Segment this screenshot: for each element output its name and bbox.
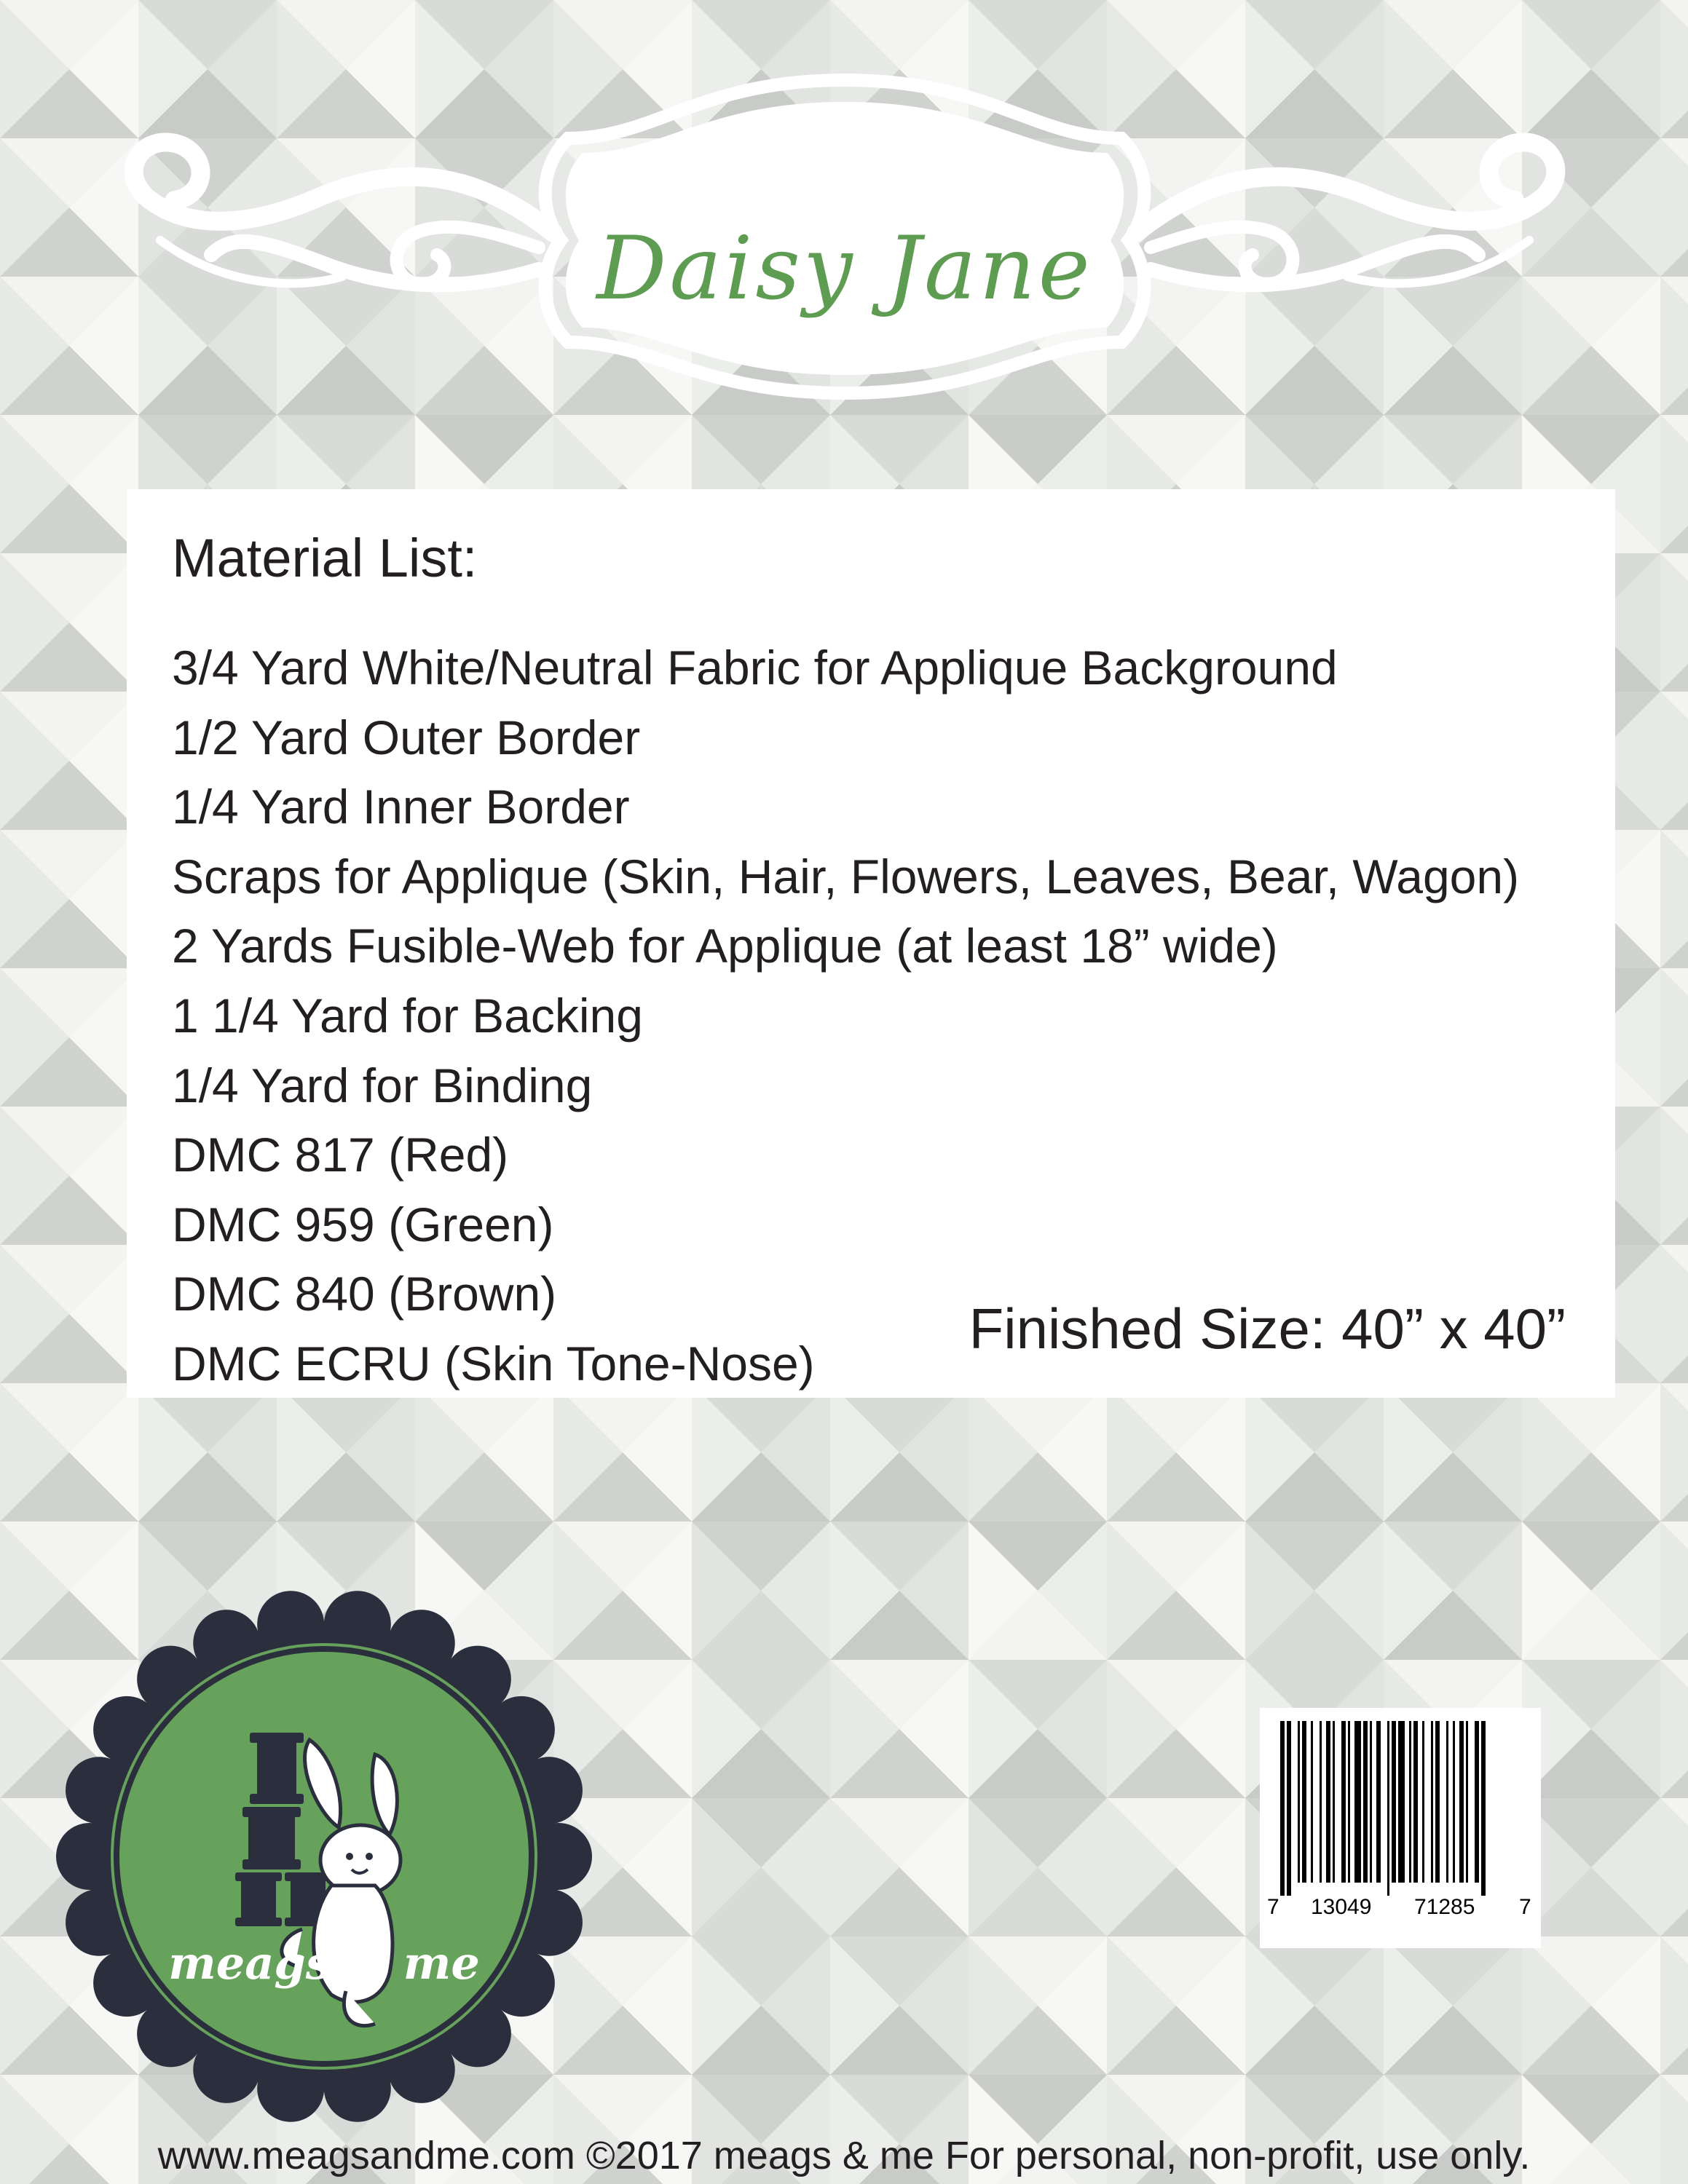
list-item: 1 1/4 Yard for Backing (172, 988, 643, 1042)
list-item: DMC 959 (Green) (172, 1197, 554, 1251)
finished-size: Finished Size: 40” x 40” (969, 1297, 1566, 1361)
barcode-bar (1370, 1721, 1372, 1883)
material-list-heading: Material List: (172, 528, 478, 588)
barcode-bar (1302, 1721, 1306, 1883)
barcode-bar (1398, 1721, 1405, 1883)
title-banner (102, 51, 1588, 430)
pattern-title: Daisy Jane (596, 218, 1093, 320)
list-item: 3/4 Yard White/Neutral Fabric for Applique Background (172, 641, 1338, 695)
barcode-bar (1376, 1721, 1381, 1883)
barcode-bar (1481, 1721, 1486, 1896)
barcode-bar (1326, 1721, 1330, 1883)
list-item: DMC ECRU (Skin Tone-Nose) (172, 1336, 815, 1390)
barcode-bar (1298, 1721, 1300, 1883)
logo-badge-icon (55, 1587, 593, 2126)
list-item: 1/4 Yard Inner Border (172, 780, 630, 834)
barcode-bar (1475, 1721, 1479, 1883)
barcode-check-digit: 7 (1519, 1895, 1531, 1919)
list-item: 2 Yards Fusible-Web for Applique (at least 18” wide) (172, 919, 1278, 973)
barcode-bar (1466, 1721, 1468, 1883)
barcode-digits (1260, 1893, 1541, 1922)
barcode-right-group: 71285 (1414, 1895, 1475, 1919)
barcode-lead-digit: 7 (1267, 1895, 1279, 1919)
barcode-bar (1354, 1721, 1361, 1883)
list-item: Scraps for Applique (Skin, Hair, Flowers, Leaves, Bear, Wagon) (172, 849, 1520, 903)
barcode-bar (1431, 1721, 1433, 1883)
barcode-bar (1280, 1721, 1285, 1896)
barcode-bar (1435, 1721, 1440, 1883)
barcode-bar (1387, 1721, 1389, 1896)
barcode-bar (1422, 1721, 1424, 1883)
barcode-bar (1446, 1721, 1448, 1883)
list-item: DMC 840 (Brown) (172, 1267, 557, 1321)
barcode-left-group: 13049 (1311, 1895, 1372, 1919)
barcode-bar (1413, 1721, 1418, 1883)
barcode-bar (1459, 1721, 1464, 1883)
barcode-bar (1453, 1721, 1455, 1883)
barcode-bar (1287, 1721, 1291, 1896)
barcode-bar (1363, 1721, 1368, 1883)
barcode (1260, 1708, 1541, 1948)
barcode-bar (1333, 1721, 1335, 1883)
logo-wordmark: meags & me (168, 1936, 480, 1990)
barcode-bar (1409, 1721, 1411, 1883)
list-item: 1/2 Yard Outer Border (172, 710, 641, 764)
barcode-bars-icon (1260, 1708, 1541, 1897)
material-list-card (127, 489, 1615, 1398)
material-list (172, 633, 1519, 1399)
barcode-bar (1311, 1721, 1313, 1883)
list-item: DMC 817 (Red) (172, 1128, 509, 1182)
footer-copyright: www.meagsandme.com ©2017 meags & me For personal, non-profit, use only. (157, 2134, 1531, 2177)
brand-logo (55, 1587, 593, 2126)
list-item: 1/4 Yard for Binding (172, 1058, 593, 1112)
barcode-bar (1348, 1721, 1350, 1883)
barcode-bar (1320, 1721, 1322, 1883)
barcode-bar (1341, 1721, 1346, 1883)
barcode-bar (1392, 1721, 1396, 1883)
